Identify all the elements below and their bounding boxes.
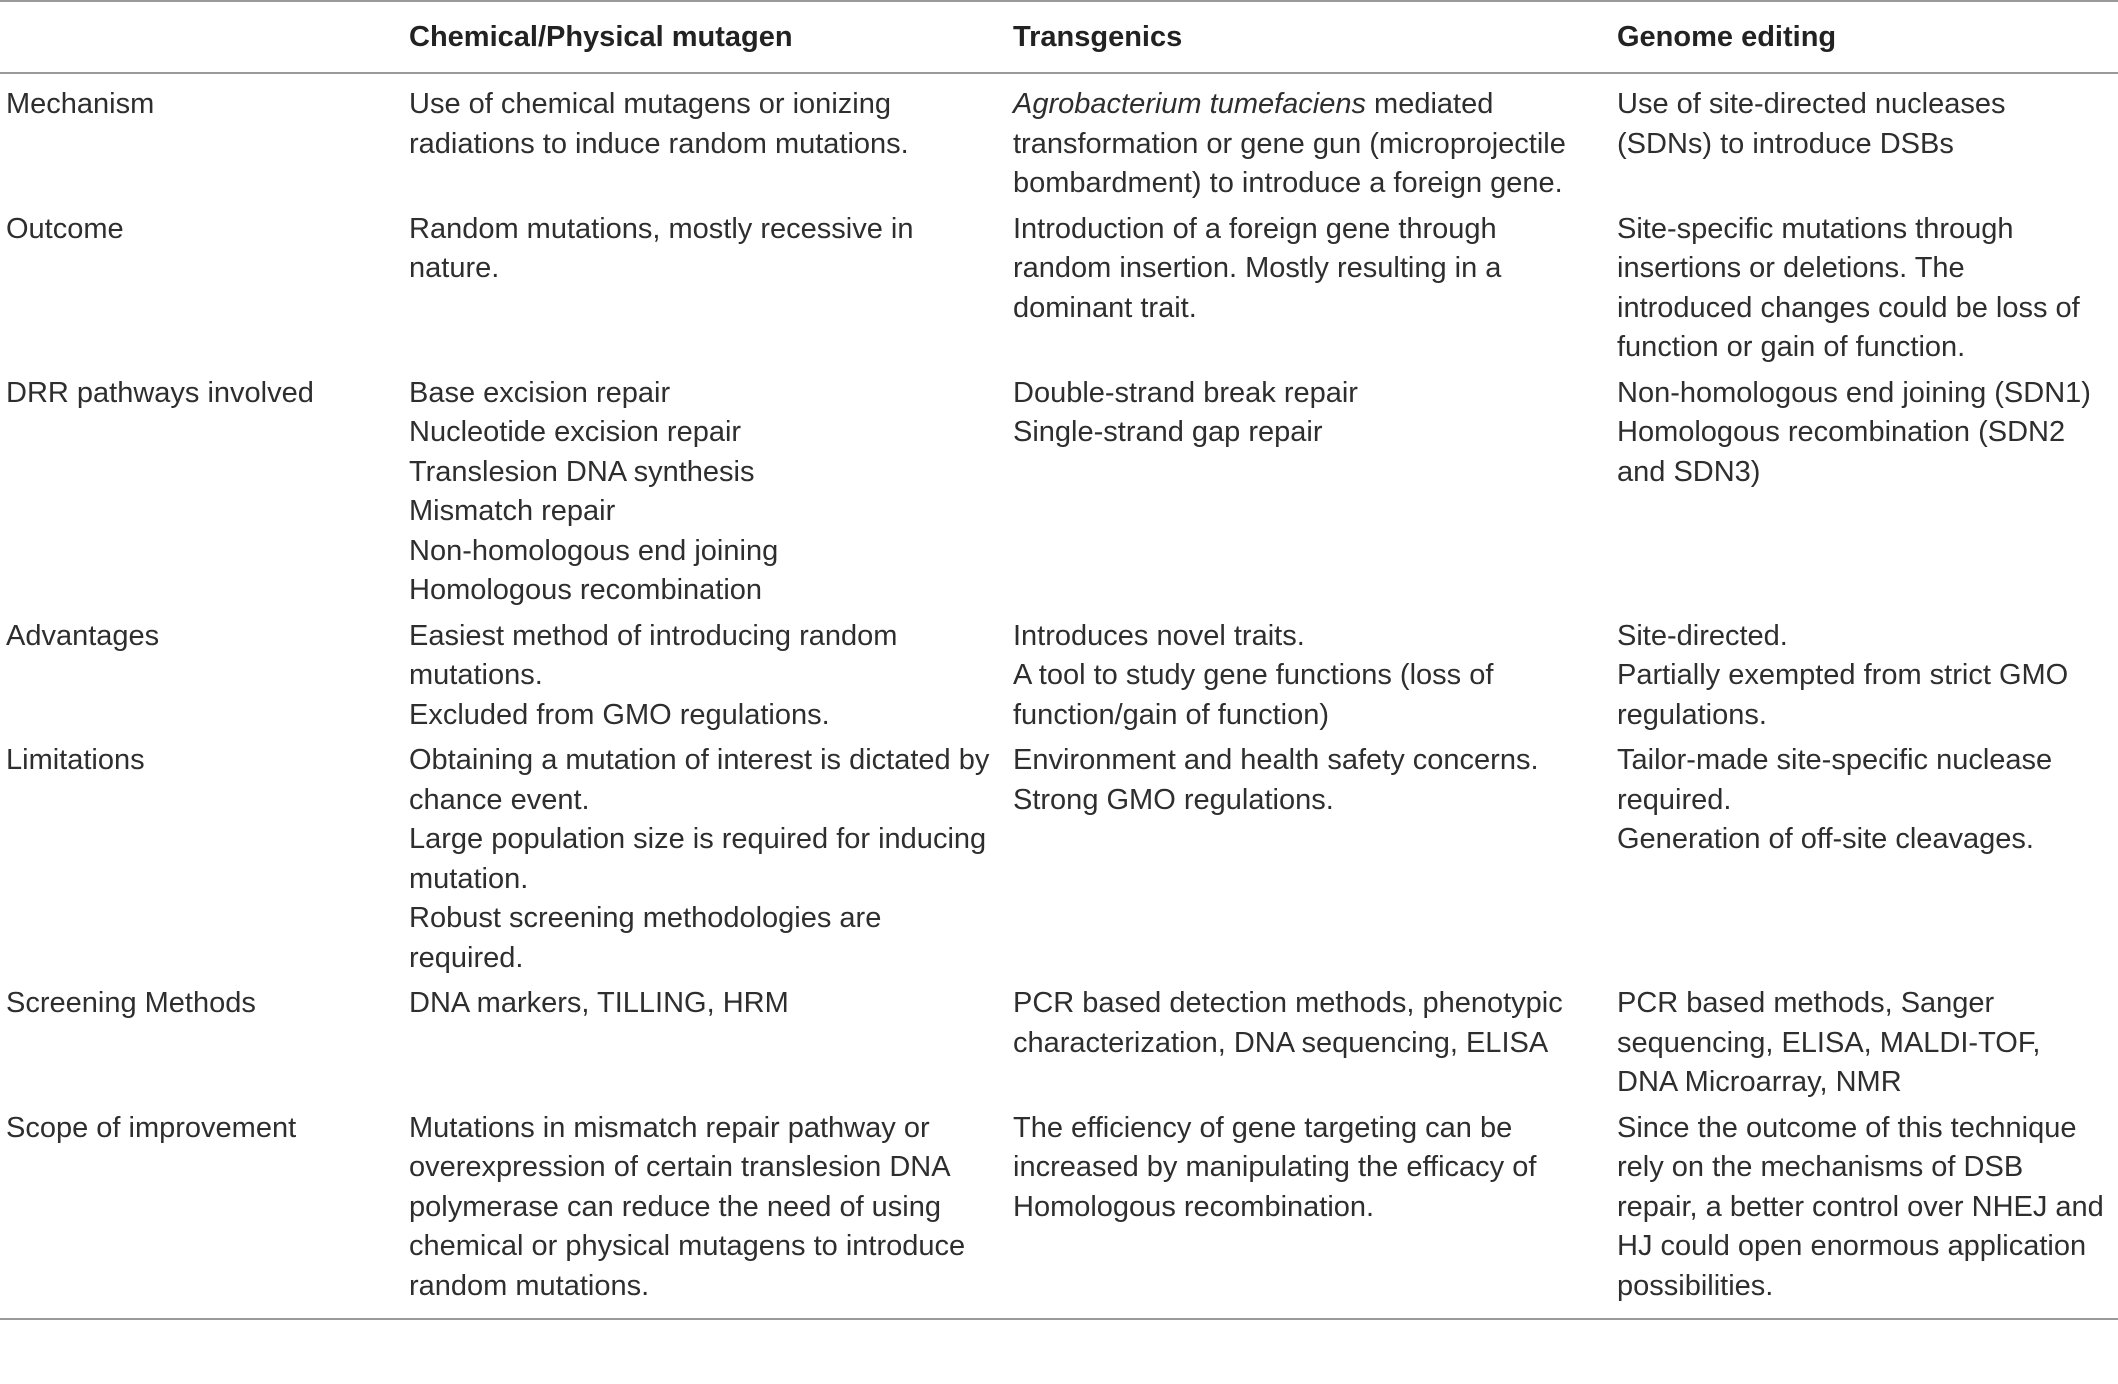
cell-line: Single-strand gap repair — [1013, 416, 1323, 448]
row-label: Scope of improvement — [6, 1111, 297, 1144]
cell-chemical-physical-mutagen — [403, 984, 1007, 1109]
cell-line: Large population size is required for inducing mutation. — [409, 823, 987, 895]
header-cell-genome-editing: Genome editing — [1617, 21, 1837, 53]
cell-chemical-physical-mutagen — [403, 210, 1007, 374]
cell-line: Introduction of a foreign gene through random insertion. Mostly resulting in a dominant trait. — [1013, 212, 1502, 324]
header-cell-chemical-physical-mutagen: Chemical/Physical mutagen — [409, 21, 793, 53]
cell-line: Non-homologous end joining (SDN1) — [1617, 376, 2091, 409]
cell-transgenics — [1007, 617, 1611, 742]
cell-transgenics — [1007, 73, 1611, 210]
cell-chemical-physical-mutagen — [403, 741, 1007, 984]
cell-line: Site-directed. — [1617, 619, 1788, 652]
row-label: Screening Methods — [6, 987, 256, 1019]
cell-line: Strong GMO regulations. — [1013, 783, 1334, 816]
table-row — [0, 1109, 2118, 1320]
cell-genome-editing — [1611, 984, 2118, 1109]
row-label: Advantages — [6, 619, 160, 652]
cell-chemical-physical-mutagen — [403, 374, 1007, 617]
cell-line: Translesion DNA synthesis — [409, 455, 755, 488]
table-row — [0, 374, 2118, 617]
cell-line: Generation of off-site cleavages. — [1617, 823, 2034, 855]
cell-line: Homologous recombination (SDN2 and SDN3) — [1617, 416, 2066, 488]
cell-line: Nucleotide excision repair — [409, 416, 742, 448]
cell-line: Site-specific mutations through insertions or deletions. The introduced changes could be loss of function or gain of function. — [1617, 212, 2080, 363]
row-label: Outcome — [6, 212, 124, 245]
cell-chemical-physical-mutagen — [403, 73, 1007, 210]
table-row — [0, 617, 2118, 742]
cell-line: Use of site-directed nucleases (SDNs) to introduce DSBs — [1617, 88, 2006, 160]
cell-line: DNA markers, TILLING, HRM — [409, 987, 789, 1019]
cell-line: Mismatch repair — [409, 495, 616, 527]
cell-line: Mutations in mismatch repair pathway or overexpression of certain translesion DNA polymerase can reduce the need of using chemical or physical mutagens to introduce random mutations. — [409, 1111, 966, 1302]
cell-line: Environment and health safety concerns. — [1013, 744, 1539, 776]
cell-line: PCR based methods, Sanger sequencing, ELISA, MALDI-TOF, DNA Microarray, NMR — [1617, 987, 2041, 1098]
cell-transgenics — [1007, 210, 1611, 374]
cell-chemical-physical-mutagen — [403, 617, 1007, 742]
cell-transgenics — [1007, 984, 1611, 1109]
cell-line: Use of chemical mutagens or ionizing radiations to induce random mutations. — [409, 88, 909, 160]
cell-genome-editing — [1611, 617, 2118, 742]
cell-line: Partially exempted from strict GMO regulations. — [1617, 659, 2069, 731]
table-row — [0, 984, 2118, 1109]
cell-line: Robust screening methodologies are required. — [409, 902, 882, 974]
cell-genome-editing — [1611, 741, 2118, 984]
cell-line: Obtaining a mutation of interest is dictated by chance event. — [409, 744, 990, 816]
species-name: Agrobacterium tumefaciens — [1013, 88, 1366, 120]
table-row — [0, 73, 2118, 210]
cell-line: Introduces novel traits. — [1013, 619, 1305, 652]
header-cell-transgenics: Transgenics — [1013, 21, 1183, 53]
cell-transgenics — [1007, 1109, 1611, 1320]
table-row — [0, 210, 2118, 374]
table-header — [0, 1, 2118, 73]
cell-genome-editing — [1611, 374, 2118, 617]
cell-line: Non-homologous end joining — [409, 534, 779, 567]
cell-genome-editing — [1611, 73, 2118, 210]
cell-transgenics — [1007, 374, 1611, 617]
table-row — [0, 741, 2118, 984]
cell-line: Base excision repair — [409, 376, 671, 409]
table-body — [0, 73, 2118, 1319]
cell-line: A tool to study gene functions (loss of function/gain of function) — [1013, 659, 1494, 731]
cell-genome-editing — [1611, 210, 2118, 374]
cell-line: Homologous recombination — [409, 574, 763, 606]
cell-line: Easiest method of introducing random mutations. — [409, 619, 898, 691]
cell-line: Tailor-made site-specific nuclease required. — [1617, 744, 2053, 816]
row-label: DRR pathways involved — [6, 376, 314, 409]
header-cell-empty — [0, 1, 403, 73]
header-row — [0, 1, 2118, 73]
cell-transgenics — [1007, 741, 1611, 984]
cell-chemical-physical-mutagen — [403, 1109, 1007, 1320]
cell-line: Agrobacterium tumefaciens mediated transformation or gene gun (microprojectile bombardment) to introduce a foreign gene. — [1013, 88, 1566, 199]
row-label: Mechanism — [6, 88, 155, 120]
cell-line: Since the outcome of this technique rely on the mechanisms of DSB repair, a better control over NHEJ and HJ could open enormous application possibilities. — [1617, 1111, 2104, 1302]
cell-line: Double-strand break repair — [1013, 376, 1358, 409]
cell-line: PCR based detection methods, phenotypic characterization, DNA sequencing, ELISA — [1013, 987, 1563, 1059]
cell-genome-editing — [1611, 1109, 2118, 1320]
row-label: Limitations — [6, 744, 145, 776]
cell-line: The efficiency of gene targeting can be increased by manipulating the efficacy of Homologous recombination. — [1013, 1111, 1537, 1223]
cell-line: Random mutations, mostly recessive in nature. — [409, 212, 914, 284]
cell-line: Excluded from GMO regulations. — [409, 698, 830, 731]
